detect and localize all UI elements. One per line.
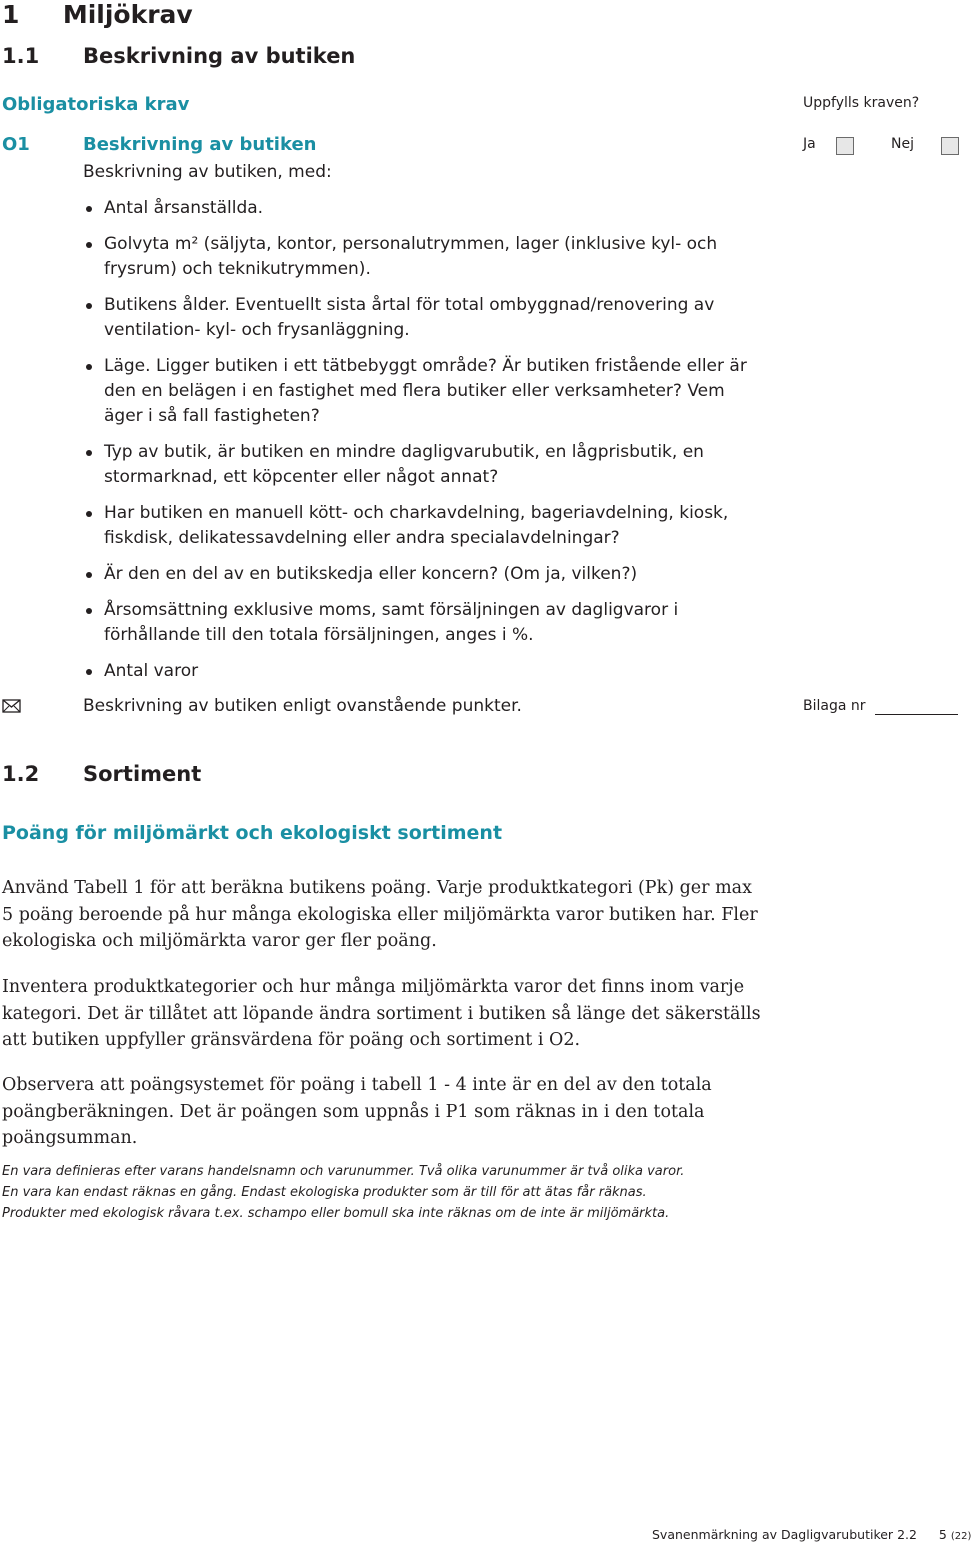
list-item: Antal varor	[86, 659, 766, 684]
paragraph-2: Inventera produktkategorier och hur många miljömärkta varor det finns inom varje kategori. Det är tillåtet att löpande ändra sortiment i butiken så länge det säkerställs att butiken uppfyller gränsvärdena för poäng och sortiment i O2.	[2, 977, 761, 1050]
note-line: Produkter med ekologisk råvara t.ex. schampo eller bomull ska inte räknas om de inte är miljömärkta.	[2, 1206, 670, 1221]
list-item: Årsomsättning exklusive moms, samt försäljningen av dagligvaror i förhållande till den totala försäljningen, anges i %.	[86, 598, 766, 648]
section-title: Miljökrav	[62, 0, 193, 29]
compliance-question: Uppfylls kraven?	[803, 95, 920, 111]
footer-total: (22)	[950, 1531, 971, 1542]
list-item: Golvyta m² (säljyta, kontor, personalutrymmen, lager (inklusive kyl- och frysrum) och teknikutrymmen).	[86, 232, 766, 282]
obligatory-heading: Obligatoriska krav	[2, 94, 190, 115]
bullet-icon	[86, 450, 92, 456]
note-line: En vara definieras efter varans handelsnamn och varunummer. Två olika varunummer är två olika varor.	[2, 1164, 685, 1179]
yes-checkbox[interactable]	[836, 137, 854, 155]
bullet-icon	[86, 669, 92, 675]
list-item: Är den en del av en butikskedja eller koncern? (Om ja, vilken?)	[86, 562, 766, 587]
subsection-2-title: Sortiment	[83, 762, 202, 786]
bullet-icon	[86, 206, 92, 212]
footer-doc-title: Svanenmärkning av Dagligvarubutiker	[652, 1527, 894, 1542]
bullet-icon	[86, 511, 92, 517]
bullet-icon	[86, 242, 92, 248]
requirement-title: Beskrivning av butiken	[83, 134, 317, 155]
list-item: Läge. Ligger butiken i ett tätbebyggt område? Är butiken fristående eller är den en belägen i en fastighet med flera butiker eller verksamheter? Vem äger i så fall fastigheten?	[86, 354, 766, 429]
subsection-heading-2: 1.2	[2, 762, 40, 786]
requirement-bullet-list	[86, 196, 766, 695]
note-line: En vara kan endast räknas en gång. Endast ekologiska produkter som är till för att ätas får räknas.	[2, 1185, 647, 1200]
section-heading	[2, 0, 193, 29]
requirement-code: O1	[2, 134, 30, 155]
paragraph-3: Observera att poängsystemet för poäng i tabell 1 - 4 inte är en del av den totala poängberäkningen. Det är poängen som uppnås i P1 som räknas in i den totala poängsumman.	[2, 1075, 712, 1148]
paragraph-1: Använd Tabell 1 för att beräkna butikens poäng. Varje produktkategori (Pk) ger max 5 poäng beroende på hur många ekologiska eller miljömärkta varor butiken har. Fler ekologiska och miljömärkta varor ger fler poäng.	[2, 878, 758, 951]
subsection-number: 1.1	[2, 44, 40, 68]
section-number: 1	[2, 0, 20, 29]
footer	[652, 1527, 971, 1542]
bullet-icon	[86, 303, 92, 309]
bullet-icon	[86, 572, 92, 578]
bullet-icon	[86, 608, 92, 614]
no-checkbox[interactable]	[941, 137, 959, 155]
points-heading: Poäng för miljömärkt och ekologiskt sortiment	[2, 822, 503, 844]
bullet-icon	[86, 364, 92, 370]
footer-version: 2.2	[897, 1527, 917, 1542]
envelope-icon	[2, 698, 22, 714]
attachment-label: Bilaga nr	[803, 698, 866, 714]
attachment-text: Beskrivning av butiken enligt ovanstående punkter.	[83, 696, 522, 716]
subsection-heading-1	[2, 44, 39, 68]
no-label: Nej	[891, 136, 914, 152]
list-item: Antal årsanställda.	[86, 196, 766, 221]
list-item: Butikens ålder. Eventuellt sista årtal för total ombyggnad/renovering av ventilation- kyl- och frysanläggning.	[86, 293, 766, 343]
attachment-number-field[interactable]	[875, 714, 958, 715]
list-item: Har butiken en manuell kött- och charkavdelning, bageriavdelning, kiosk, fiskdisk, delikatessavdelning eller andra specialavdelningar?	[86, 501, 766, 551]
requirement-intro: Beskrivning av butiken, med:	[83, 162, 332, 182]
footer-page: 5	[938, 1527, 947, 1542]
subsection-title: Beskrivning av butiken	[83, 44, 356, 68]
list-item: Typ av butik, är butiken en mindre dagligvarubutik, en lågprisbutik, en stormarknad, ett köpcenter eller något annat?	[86, 440, 766, 490]
yes-label: Ja	[803, 136, 816, 152]
